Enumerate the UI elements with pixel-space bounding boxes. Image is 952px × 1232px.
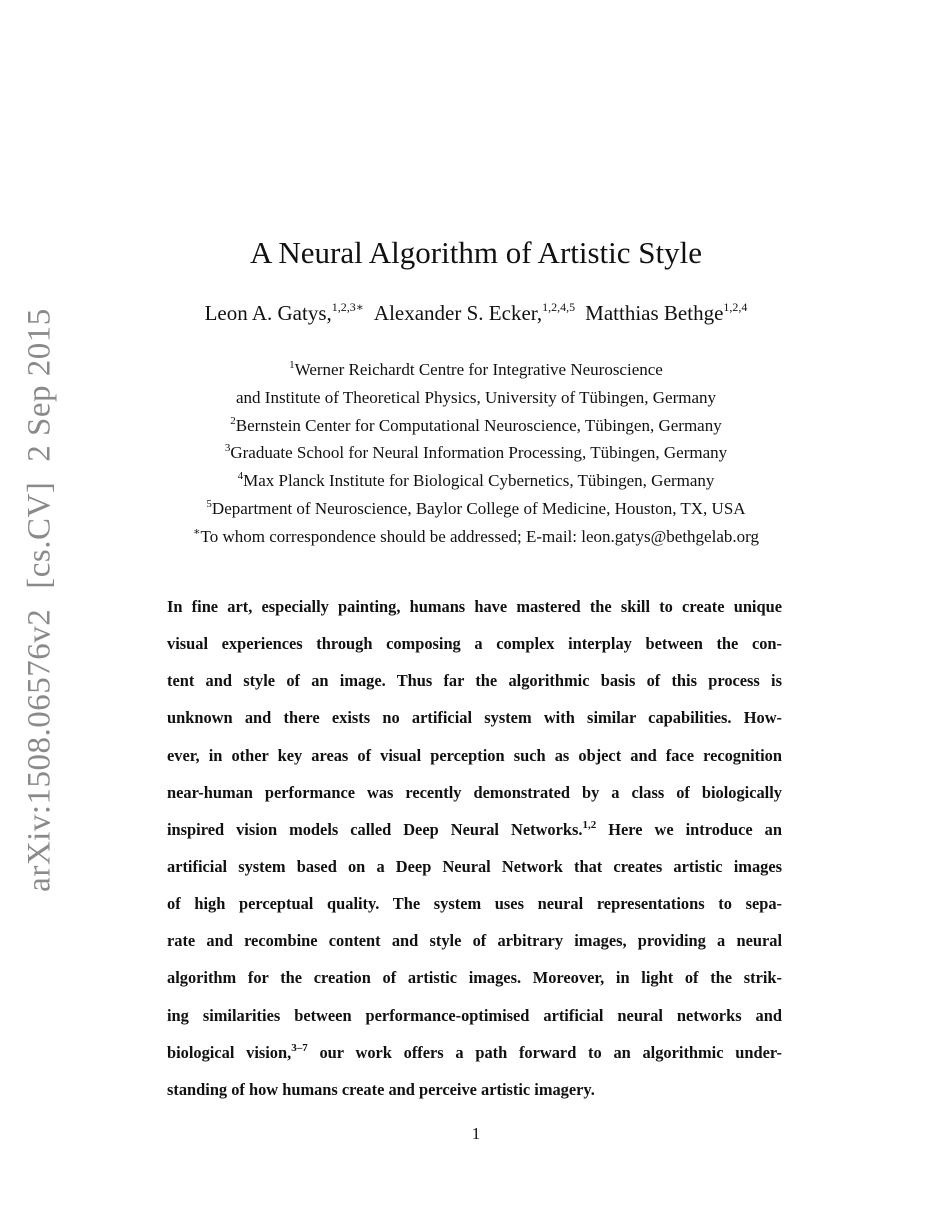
affiliation-mark: 5 <box>206 497 212 510</box>
paper-title: A Neural Algorithm of Artistic Style <box>249 235 703 270</box>
affiliation-text: Max Planck Institute for Biological Cybernetics, Tübingen, Germany <box>243 471 715 491</box>
affiliation-text: Bernstein Center for Computational Neuroscience, Tübingen, Germany <box>235 415 722 435</box>
abstract-text: biological vision, <box>167 1042 292 1062</box>
abstract-line: standing of how humans create and perceive artistic imagery. <box>167 1079 595 1099</box>
author-name: Matthias Bethge <box>585 301 724 325</box>
affiliation-line <box>0 412 952 440</box>
affiliation-line <box>0 356 952 384</box>
abstract <box>167 590 782 1110</box>
affiliation-mark: 3 <box>224 442 231 455</box>
affiliation-line <box>0 523 952 551</box>
affiliation-text: Department of Neuroscience, Baylor College of Medicine, Houston, TX, USA <box>211 498 746 518</box>
citation-link[interactable]: 1,2 <box>582 818 597 831</box>
abstract-line <box>167 813 782 850</box>
affiliation-text: Werner Reichardt Centre for Integrative Neuroscience <box>294 360 663 379</box>
author <box>585 301 747 325</box>
abstract-line: ing similarities between performance-optimised artificial neural networks and <box>167 1005 782 1025</box>
affiliation-list <box>0 356 952 551</box>
abstract-line <box>167 1036 782 1073</box>
abstract-line: rate and recombine content and style of arbitrary images, providing a neural <box>167 931 782 951</box>
arxiv-id: arXiv:1508.06576v2 <box>21 608 58 892</box>
affiliation-mark: 4 <box>237 470 244 483</box>
arxiv-date: 2 Sep 2015 <box>21 308 58 462</box>
abstract-line: In fine art, especially painting, humans have mastered the skill to create unique <box>167 597 782 616</box>
author-name: Leon A. Gatys, <box>204 301 332 325</box>
affiliation-mark: ∗ <box>193 525 201 538</box>
arxiv-category: [cs.CV] <box>21 481 58 589</box>
abstract-line: near-human performance was recently demonstrated by a class of biologically <box>167 782 782 802</box>
abstract-text: our work offers a path forward to an algorithmic under- <box>307 1042 782 1062</box>
abstract-line: of high perceptual quality. The system uses neural representations to sepa- <box>167 894 782 914</box>
affiliation-mark: 1 <box>289 359 295 371</box>
page-number: 1 <box>471 1124 481 1143</box>
author <box>205 301 364 325</box>
affiliation-line <box>0 439 952 467</box>
author-affiliation-marks: 1,2,4,5 <box>542 300 576 314</box>
author <box>374 301 575 325</box>
abstract-line: tent and style of an image. Thus far the algorithmic basis of this process is <box>167 671 782 691</box>
citation-link[interactable]: 3–7 <box>291 1041 308 1054</box>
abstract-line: unknown and there exists no artificial system with similar capabilities. How- <box>167 708 782 728</box>
abstract-line: artificial system based on a Deep Neural Network that creates artistic images <box>167 856 782 876</box>
affiliation-line <box>0 384 952 412</box>
author-affiliation-marks: 1,2,4 <box>723 300 748 314</box>
abstract-line: ever, in other key areas of visual perception such as object and face recognition <box>167 745 782 765</box>
abstract-text: inspired vision models called Deep Neural Networks. <box>167 819 583 839</box>
affiliation-text: To whom correspondence should be addressed; E-mail: leon.gatys@bethgelab.org <box>200 526 759 546</box>
affiliation-mark: 2 <box>230 414 236 427</box>
abstract-line: algorithm for the creation of artistic images. Moreover, in light of the strik- <box>167 968 782 988</box>
affiliation-line <box>0 467 952 495</box>
author-list <box>0 298 952 328</box>
affiliation-text: Graduate School for Neural Information Processing, Tübingen, Germany <box>230 443 728 463</box>
affiliation-text: and Institute of Theoretical Physics, University of Tübingen, Germany <box>236 387 716 407</box>
author-name: Alexander S. Ecker, <box>373 301 543 325</box>
affiliation-line <box>0 495 952 523</box>
abstract-text: Here we introduce an <box>596 819 782 839</box>
abstract-line: visual experiences through composing a complex interplay between the con- <box>167 634 782 654</box>
author-affiliation-marks: 1,2,3∗ <box>331 300 364 314</box>
